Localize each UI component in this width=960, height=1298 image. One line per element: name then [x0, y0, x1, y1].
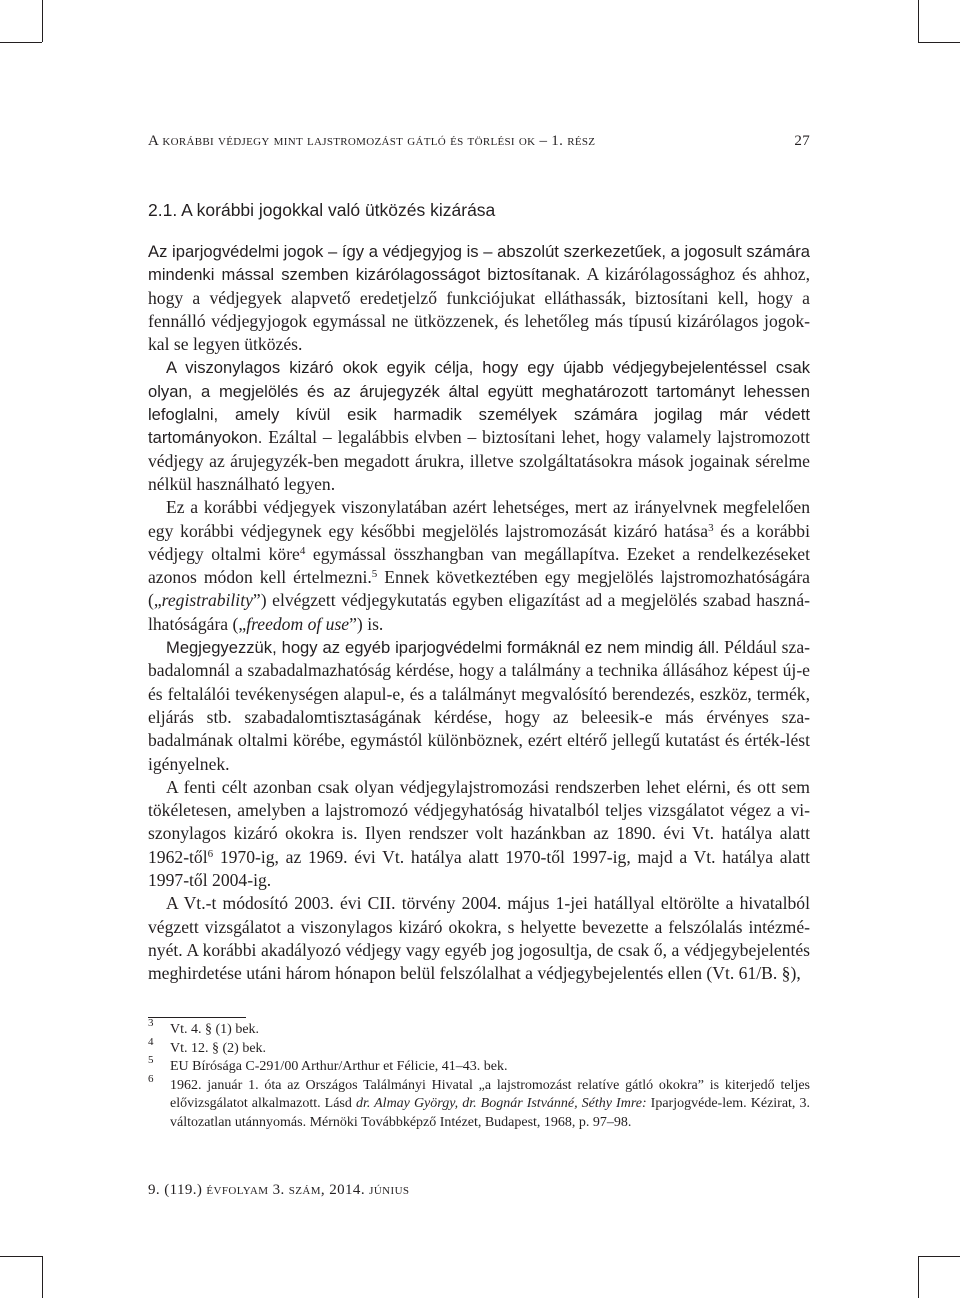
term-freedom-of-use: freedom of use: [246, 613, 350, 634]
footnote-ref-4[interactable]: 4: [299, 544, 306, 557]
footnotes: [148, 1017, 810, 1132]
issue-footer: 9. (119.) évfolyam 3. szám, 2014. június: [148, 1182, 410, 1198]
paragraph-4: [148, 636, 810, 776]
crop-mark-top-right: [918, 0, 919, 42]
paragraph-5-text: 1970-ig, az 1969. évi Vt. hatálya alatt 1970-től 1997-ig, majd a Vt. hatálya alatt 1997-től 2004-ig.: [148, 846, 810, 891]
crop-mark-bottom-right: [918, 1256, 919, 1298]
body-text: [148, 240, 810, 986]
paragraph-3-text: ”) elvégzett védjegykutatás egyben eligazítást ad a megjelölés szabad haszná-lhatóságára („: [148, 590, 810, 634]
footnote-text: Vt. 12. § (2) bek.: [170, 1040, 267, 1056]
paragraph-3: [148, 496, 810, 636]
paragraph-4-text: Például sza-badalomnál a szabadalmazhatóság kérdése, hogy a találmány a technika állásához képest új-e és feltalálói tevékenységen alapul-e, és a találmányt megvalósító berendezés, eszköz, termék, eljárás stb.: [148, 637, 810, 727]
paragraph-5-text: A fenti célt azonban csak olyan védjegylajstromozási rendszerben lehet elérni, és ott sem tökéletesen, amelyben a lajstromozó védjegyhatóság hivatalból teljes vizsgálatot végez a vi-szonylagos kizáró okokra is. Ilyen rendszer volt hazánkban az 1890. évi Vt. hatálya alatt 1962-től: [148, 776, 810, 867]
paragraph-2: [148, 356, 810, 496]
paragraph-1: [148, 240, 810, 356]
term-registrability: registrability: [161, 590, 253, 611]
footnote-ref-3[interactable]: 3: [708, 521, 714, 534]
crop-mark-top-left: [42, 0, 43, 42]
footnote-6: [148, 1072, 810, 1133]
paragraph-3-text: egymással összhangban van megállapítva. Ezeket a rendelkezéseket azonos módon kell értelmezni.: [148, 543, 810, 588]
footnote-ref-5[interactable]: 5: [371, 568, 378, 581]
crop-mark-bottom-left: [0, 1256, 42, 1257]
footnote-number: 4: [148, 1035, 154, 1048]
footnote-6-text: Iparjogvéde-lem. Kézirat, 3. változatlan utánnyomás. Mérnöki Továbbképző Intézet, Budapest, 1968, p. 97–98.: [170, 1096, 810, 1130]
footnote-number: 6: [148, 1072, 154, 1085]
crop-mark-bottom-right: [918, 1256, 960, 1257]
footnote-3: [148, 1017, 810, 1040]
section-heading: 2.1. A korábbi jogokkal való ütközés kizárása: [148, 200, 496, 220]
footnote-5: [148, 1054, 810, 1077]
footnote-ref-6[interactable]: 6: [207, 847, 214, 860]
paragraph-4-lead: Megjegyezzük, hogy az egyéb iparjogvédelmi formáknál ez nem mindig áll.: [166, 638, 720, 658]
paragraph-3-text: Ennek következtében egy megjelölés lajstromozhatóságára („: [148, 567, 810, 611]
footnote-text: [170, 1077, 810, 1133]
paragraph-3-text: ”) is.: [349, 613, 384, 634]
footnote-6-text: 1962. január 1. óta az Országos Találmányi Hivatal „a lajstromozást relatíve gátló okokra” is kiterjedő teljes elővizsgálatot alkalmazott. Lásd: [170, 1077, 810, 1111]
paragraph-2-rest: Ezáltal – legalábbis elvben – biztosítani lehet, hogy valamely lajstromozott védjegy az árujegyzék-ben megadott árukra, illetve szolgáltatásokra mások jogainak sérelme nélkül használható legyen.: [148, 427, 810, 494]
running-title: A korábbi védjegy mint lajstromozást gátló és törlési ok – 1. rész: [148, 133, 596, 149]
paragraph-4-text: szabadalomtisztaságának kérdése, hogy az beleesik-e más érvényes sza-badalmának oltalmi körébe, egymástól különböznek, ezért eltérő jellegű kutatást és érték-lést igényelnek.: [148, 706, 810, 774]
paragraph-6-text: A korábbi akadályozó védjegy vagy egyéb jog jogosultja, de csak ő, a védjegybejelentés meghirdetése utáni három hónapon belül felszólalhat a védjegybejelentés ellen (Vt. 61/B. §),: [148, 939, 810, 984]
footnote-number: 5: [148, 1054, 154, 1066]
running-head: [148, 133, 810, 150]
paragraph-1-lead: Az iparjogvédelmi jogok – így a védjegyjog is – abszolút szerkezetűek, a jogosult számára mindenki mással szemben kizárólagosságot biztosítanak.: [148, 242, 810, 285]
paragraph-2-lead: A viszonylagos kizáró okok egyik célja, hogy egy újabb védjegybejelentéssel csak olyan, a megjelölés és az árujegyzék által együtt meghatározott tartományt lehessen lefoglalni, amely kívül esik harmadik személyek számára jogilag már védett tartományokon.: [148, 358, 810, 448]
footnote-text: EU Bírósága C-291/00 Arthur/Arthur et Félicie, 41–43. bek.: [170, 1059, 508, 1074]
footnote-text: Vt. 4. § (1) bek.: [170, 1022, 260, 1037]
footnote-6-authors: dr. Almay György, dr. Bognár Istvánné, Séthy Imre:: [355, 1096, 647, 1111]
paragraph-5: [148, 776, 810, 892]
page-number: 27: [794, 133, 810, 149]
crop-mark-bottom-left: [42, 1256, 43, 1298]
footnote-4: [148, 1035, 810, 1059]
crop-mark-top-right: [918, 42, 960, 43]
footnote-number: 3: [148, 1017, 154, 1029]
paragraph-3-text: és a korábbi védjegy oltalmi köre: [148, 520, 810, 564]
paragraph-1-rest: A kizárólagossághoz és ahhoz, hogy a védjegyek alapvető eredetjelző funkciójukat elláthassák, biztosítani kell, hogy a fennálló védjegyjogok egymással ne ütközzenek, és lehetőleg más típusú kizárólagos jogok-kal se legyen ütközés.: [148, 264, 810, 355]
paragraph-6-text: A Vt.-t módosító 2003. évi CII. törvény 2004. május 1-jei hatállyal eltörölte a hivatalból végzett vizsgálatot a viszonylagos kizáró okokra, s helyette bevezette a felszólalás intézmé-nyét.: [148, 893, 810, 960]
crop-mark-top-left: [0, 42, 42, 43]
paragraph-6: [148, 892, 810, 985]
paragraph-3-text: Ez a korábbi védjegyek viszonylatában azért lehetséges, mert az irányelvnek megfelelően egy korábbi védjegynek egy későbbi megjelölés lajstromozását kizáró hatása: [148, 497, 810, 541]
